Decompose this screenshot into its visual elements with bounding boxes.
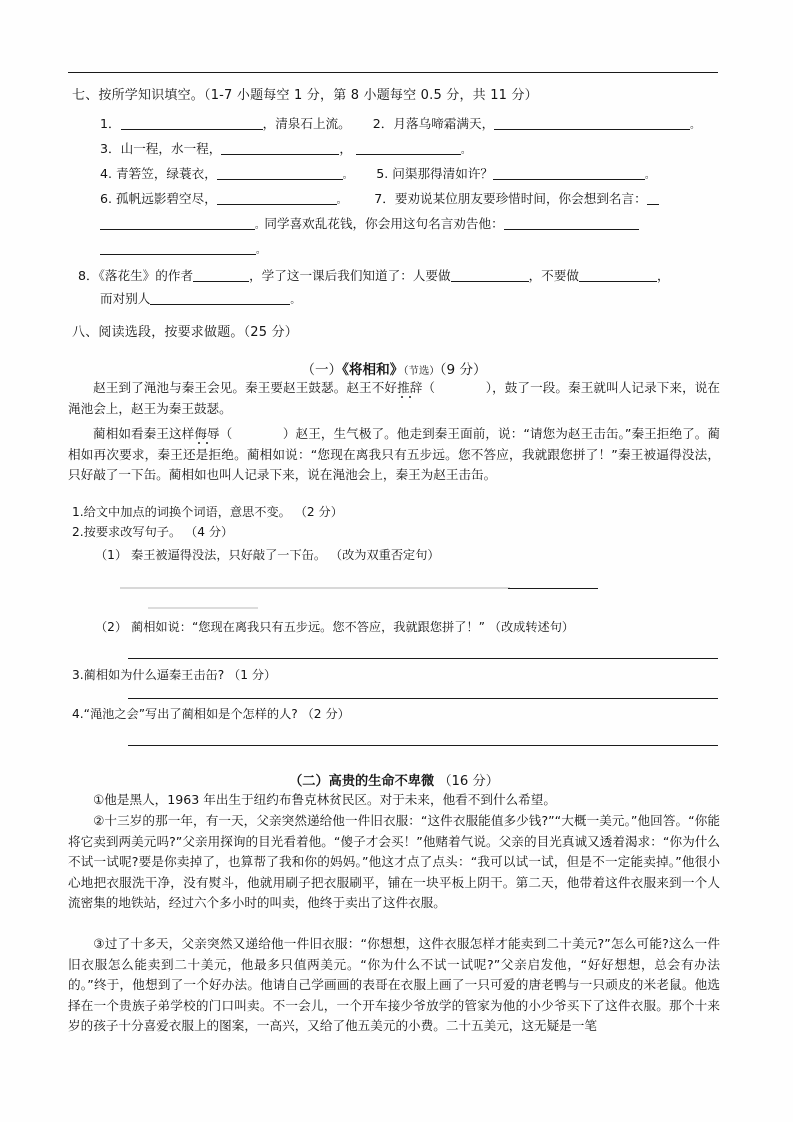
item-8-blank-author[interactable] (193, 270, 249, 282)
item-7-number: 7． (374, 191, 395, 206)
p2-para3-text: ③过了十多天，父亲突然又递给他一件旧衣服：“你想想，这件衣服怎样才能卖到二十美元?”怎么可能?这么一件旧衣服怎么能卖到二十美元，他最多只值两美元。“你为什么不试一试呢?”父亲启发他，“好好想想，总会有办法的。”终于，他想到了一个好办法。他请自己学画画的表哥在衣服上画了一只可爱的唐老鸭与一只顽皮的米老鼠。他选择在一个贵族子弟学校的门口叫卖。不一会儿，一个开车接少爷放学的管家为他的小少爷买下了这件衣服。那个十来岁的孩子十分喜爱衣服上的图案，一高兴，又给了他五美元的小费。二十五美元，这无疑是一笔 (68, 936, 720, 1033)
item-4-blank[interactable] (217, 168, 343, 180)
item-6-text: 孤帆远影碧空尽， (116, 191, 217, 206)
passage-one-title: 《将相和》 (342, 362, 404, 378)
q4-text: “渑池之会”写出了蔺相如是个怎样的人? (83, 707, 298, 721)
item-3-tail: 。 (460, 145, 471, 156)
p2-para2-text: ②十三岁的那一年，有一天，父亲突然递给他一件旧衣服：“这件衣服能值多少钱?”“大概一美元。”他回答。“你能将它卖到两美元吗?”父亲用探询的目光看着他。“傻子才会买！”他赌着气说。父亲的目光真诚又透着渴求：“你为什么不试一试呢?要是你卖掉了，也算帮了我和你的妈妈。”他这才点了点头：“我可以试一试，但是不一定能卖掉。”他很小心地把衣服洗干净，没有熨斗，他就用刷子把衣服刷平，铺在一块平板上阴干。第二天，他带着这件衣服来到一个人流密集的地铁站，经过六个多小时的叫卖，他终于卖出了这件衣服。 (68, 813, 720, 910)
passage-one-question-2-1 (95, 548, 440, 564)
item-2-number: 2． (372, 116, 394, 131)
item-1-blank[interactable] (121, 118, 263, 130)
passage-one-paragraph-1: 赵王到了渑池与秦王会见。秦王要赵王鼓瑟。赵王不好推辞（ ），鼓了一段。秦王就叫人记录下来，说在渑池会上，赵王为秦王鼓瑟。 (68, 380, 721, 416)
fill-item-4-5 (100, 166, 654, 182)
q2-1-score: （改为双重否定句） (329, 548, 440, 562)
passage-two-label: （二） (289, 774, 329, 789)
item-8-tail: 。 (290, 295, 300, 306)
emphasis-word-tuici: 推辞 (397, 380, 423, 395)
q2-1-number: （1） (95, 548, 128, 562)
item-8-text-c: ，不要做 (528, 268, 579, 283)
passage-one-paragraph-2: 蔺相如看秦王这样侮辱（ ）赵王，生气极了。他走到秦王面前，说：“请您为赵王击缶。”秦王拒绝了。蔺相如再次要求，秦王还是拒绝。蔺相如说：“您现在离我只有五步远。您不答应，我就跟您拼了！”秦王被逼得没法，只好敲了一下缶。蔺相如也叫人记录下来，说在渑池会上，秦王为赵王击缶。 (68, 426, 721, 482)
item-4-number: 4. (100, 166, 113, 181)
section-eight-heading: 八、阅读选段，按要求做题。（25 分） (72, 325, 298, 340)
passage-one-question-1 (72, 505, 343, 521)
item-5-number: 5. (376, 166, 389, 181)
item-5-text: 问渠那得清如许？ (392, 166, 494, 181)
q1-number: 1. (72, 505, 84, 519)
q2-score: （4 分） (185, 525, 234, 539)
passage-one-label: （一） (301, 362, 343, 378)
item-7-tail: 。 (256, 245, 266, 256)
item-1-text: ，清泉石上流。 (262, 116, 351, 131)
fill-item-6-7 (100, 191, 659, 207)
item-8-text-d: ， (656, 268, 670, 283)
q2-2-text: 蔺相如说：“您现在离我只有五步远。您不答应，我就跟您拼了！” (131, 620, 485, 634)
item-8-text-e: 而对别人 (100, 291, 151, 306)
emphasis-word-wuru: 侮辱 (194, 426, 220, 441)
passage-one-score: （9 分） (439, 362, 487, 378)
item-8-text-a: 《落花生》的作者 (98, 268, 194, 283)
item-3-blank-a[interactable] (221, 143, 339, 155)
q4-number: 4. (72, 707, 84, 721)
q2-text: 按要求改写句子。 (83, 525, 182, 539)
passage-two-paragraph-1 (68, 790, 720, 811)
item-4-tail: 。 (342, 170, 353, 181)
fill-item-7-line2: 。同学喜欢乱花钱，你会用这句名言劝告他： (100, 216, 639, 232)
q3-number: 3. (72, 668, 84, 682)
passage-one-note: （节选） (403, 365, 440, 377)
q2-2-number: （2） (95, 620, 128, 634)
fill-item-1-2 (100, 116, 700, 132)
passage-two-paragraph-2 (68, 811, 720, 914)
p2-para1-text: ①他是黑人，1963 年出生于纽约布鲁克林贫民区。对于未来，他看不到什么希望。 (93, 792, 556, 807)
passage-two-title: 高贵的生命不卑微 (328, 774, 435, 789)
item-2-blank[interactable] (494, 118, 690, 130)
item-6-number: 6. (100, 191, 113, 206)
item-8-blank-shouldnot[interactable] (579, 270, 657, 282)
fill-item-7-line3 (100, 241, 265, 257)
item-8-text-b: ，学了这一课后我们知道了：人要做 (249, 268, 451, 283)
item-1-number: 1． (100, 116, 121, 131)
item-5-tail: 。 (645, 170, 655, 181)
fill-item-8 (78, 268, 670, 284)
passage-two-paragraph-3 (68, 934, 720, 1037)
top-divider-rule (68, 72, 718, 73)
answer-line-q3[interactable] (128, 698, 718, 699)
item-8-number: 8． (78, 268, 99, 283)
fill-item-3 (100, 141, 470, 157)
q3-text: 蔺相如为什么逼秦王击缶? (83, 668, 225, 682)
q2-number: 2. (72, 525, 84, 539)
passage-one-question-4 (72, 707, 350, 723)
item-7-blank-a2[interactable] (100, 218, 255, 230)
item-3-blank-b[interactable] (356, 143, 461, 155)
item-7-blank-b1[interactable] (504, 218, 639, 230)
section-seven-heading: 七、按所学知识填空。（1-7 小题每空 1 分，第 8 小题每空 0.5 分，共 11 分） (72, 88, 538, 103)
passage-two-title-row (68, 770, 720, 789)
item-3-number: 3． (100, 141, 121, 156)
answer-line-q2-2[interactable] (128, 658, 718, 659)
item-8-blank-others[interactable] (150, 293, 290, 305)
q1-text: 给文中加点的词换个词语，意思不变。 (83, 505, 291, 519)
item-4-text: 青箬笠，绿蓑衣， (116, 166, 217, 181)
answer-line-q2-1-faint[interactable] (120, 587, 510, 589)
passage-two-score: （16 分） (438, 774, 499, 789)
item-3-mid: ， (339, 141, 352, 156)
item-7-blank-b2[interactable] (100, 243, 256, 255)
passage-one-title-row (68, 358, 720, 378)
q2-1-text: 秦王被逼得没法，只好敲了一下缶。 (131, 548, 327, 562)
fill-item-8-line2 (100, 291, 300, 307)
q1-score: （2 分） (294, 505, 343, 519)
answer-line-q2-1[interactable] (508, 588, 598, 589)
item-7-text-b-visible: 同学喜欢乱花钱，你会用这句名言劝告他： (264, 216, 504, 231)
item-6-blank[interactable] (217, 193, 337, 205)
q2-2-score: （改成转述句） (488, 620, 575, 634)
answer-line-q4[interactable] (128, 745, 718, 746)
item-7-text-a: 要劝说某位朋友要珍惜时间，你会想到名言： (394, 191, 647, 206)
answer-line-q2-1-faint2[interactable] (148, 607, 258, 609)
passage-one-question-2 (72, 525, 233, 541)
item-5-blank[interactable] (493, 168, 645, 180)
item-7-blank-a1[interactable] (647, 193, 659, 205)
item-2-tail: 。 (690, 120, 700, 131)
item-8-blank-should[interactable] (451, 270, 529, 282)
item-3-text: 山一程，水一程， (120, 141, 222, 156)
passage-one-question-2-2 (95, 620, 574, 636)
q3-score: （1 分） (228, 668, 277, 682)
item-6-tail: 。 (336, 195, 347, 206)
q4-score: （2 分） (301, 707, 350, 721)
item-2-text: 月落乌啼霜满天， (393, 116, 495, 131)
passage-one-question-3 (72, 668, 276, 684)
